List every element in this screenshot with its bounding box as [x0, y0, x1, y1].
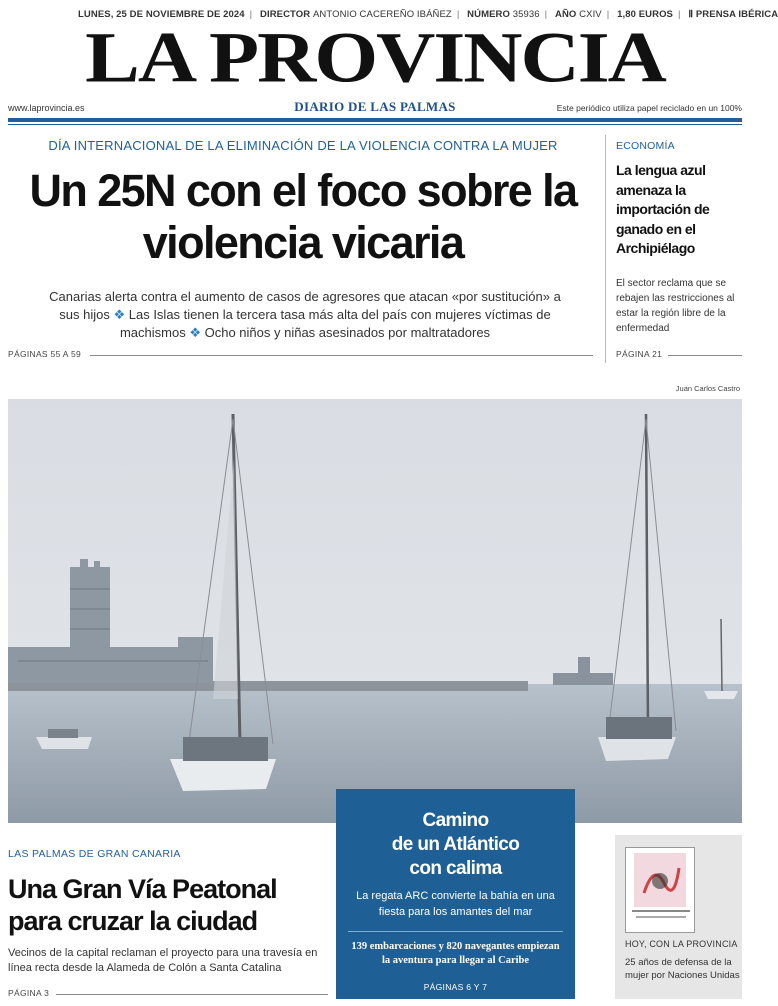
issue-number: 35936	[512, 9, 540, 20]
lead-photo	[8, 399, 742, 823]
feature-headline	[336, 809, 575, 881]
bullet-icon: ❖	[189, 325, 201, 340]
lead-dek-part-2: Las Islas tienen la tercera tasa más alta del país con mujeres víctimas de machismos	[119, 307, 551, 340]
supplement-dek: 25 años de defensa de la mujer por Naciones Unidas	[625, 957, 740, 981]
masthead-rule-thin	[8, 124, 742, 125]
supplement-cover-art	[634, 853, 686, 907]
supplement-title: HOY, CON LA PROVINCIA	[625, 939, 738, 949]
feature-box[interactable]	[336, 789, 575, 999]
supplement-box[interactable]	[615, 835, 742, 999]
feature-headline-line-2: de un Atlántico	[391, 834, 520, 855]
supplement-thumbnail	[625, 847, 695, 933]
sidebar-headline[interactable]: La lengua azul amenaza la importación de ganado en el Archipiélago	[616, 162, 710, 256]
sidebar-pages: PÁGINA 21	[616, 349, 663, 359]
year-label: AÑO	[555, 9, 577, 20]
lead-headline[interactable]: Un 25N con el foco sobre la violencia vicaria	[29, 165, 577, 268]
lead-kicker: DÍA INTERNACIONAL DE LA ELIMINACIÓN DE LA VIOLENCIA CONTRA LA MUJER	[48, 138, 558, 153]
sidebar-section: ECONOMÍA	[616, 140, 675, 152]
divider	[90, 355, 593, 356]
website-link[interactable]: www.laprovincia.es	[8, 103, 85, 113]
feature-subdek: 139 embarcaciones y 820 navegantes empiezan la aventura para llegar al Caribe	[351, 941, 560, 966]
director-label: DIRECTOR	[260, 9, 311, 20]
feature-dek: La regata ARC convierte la bahía en una fiesta para los amantes del mar	[356, 890, 555, 918]
publisher-group: PRENSA IBÉRICA	[695, 9, 778, 20]
director-name: ANTONIO CACEREÑO IBÁÑEZ	[313, 9, 452, 20]
feature-headline-line-3: con calima	[409, 858, 502, 879]
issue-number-label: NÚMERO	[467, 9, 510, 20]
lead-dek-part-3: Ocho niños y niñas asesinados por maltratadores	[204, 325, 491, 340]
publisher-icon: Ⅱ	[688, 9, 694, 20]
sidebar-dek: El sector reclama que se rebajen las restricciones al estar la región libre de la enfermedad	[616, 278, 735, 334]
divider	[668, 355, 742, 356]
divider	[56, 994, 328, 995]
recycled-paper-note: Este periódico utiliza papel reciclado en un 100%	[556, 103, 742, 113]
column-divider	[605, 135, 606, 363]
sailboats-harbor-image	[8, 399, 742, 823]
bottom-dek: Vecinos de la capital reclaman el proyecto para una travesía en línea recta desde la Alameda de Colón a Santa Catalina	[8, 947, 318, 974]
photo-credit: Juan Carlos Castro	[675, 384, 740, 393]
feature-headline-line-1: Camino	[422, 810, 489, 831]
bottom-kicker: LAS PALMAS DE GRAN CANARIA	[8, 848, 181, 860]
bullet-icon: ❖	[113, 307, 126, 322]
newspaper-title: LA PROVINCIA	[85, 17, 665, 98]
feature-pages: PÁGINAS 6 Y 7	[423, 982, 488, 992]
masthead-rule	[8, 118, 742, 122]
year-value: CXIV	[579, 9, 602, 20]
price: 1,80 EUROS	[617, 9, 673, 20]
lead-dek	[40, 288, 570, 342]
lead-pages: PÁGINAS 55 A 59	[8, 349, 82, 359]
bottom-pages: PÁGINA 3	[8, 988, 50, 998]
newspaper-subtitle: DIARIO DE LAS PALMAS	[294, 99, 456, 114]
lead-dek-part-1: Canarias alerta contra el aumento de casos de agresores que atacan «por sustitución» a sus hijos	[49, 289, 561, 322]
bottom-headline[interactable]: Una Gran Vía Peatonal para cruzar la ciudad	[8, 874, 277, 936]
masthead-info-bar: LUNES, 25 DE NOVIEMBRE DE 2024 | DIRECTOR ANTONIO CACEREÑO IBÁÑEZ | NÚMERO 35936 | AÑO CXIV | 1,80 EUROS | Ⅱ PRENSA IBÉRICA	[78, 9, 778, 20]
divider	[348, 931, 563, 932]
issue-date: LUNES, 25 DE NOVIEMBRE DE 2024	[78, 9, 245, 20]
